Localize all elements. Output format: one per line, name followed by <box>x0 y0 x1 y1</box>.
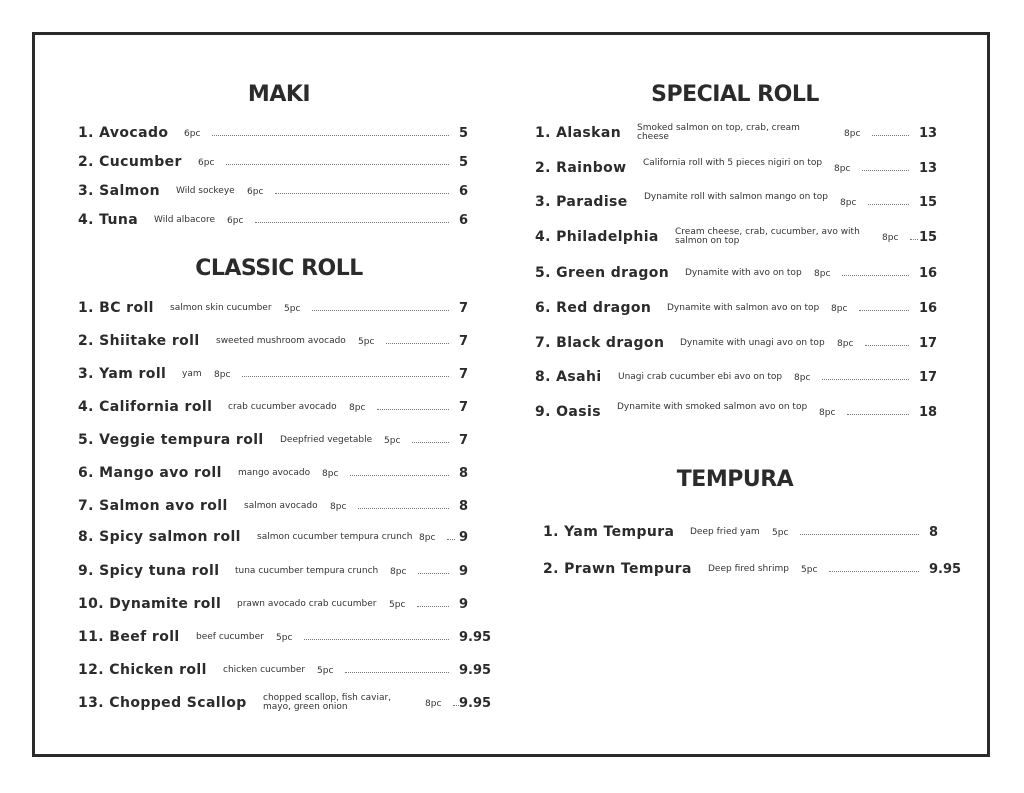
item-description: Dynamite with avo on top <box>685 268 802 278</box>
item-description: prawn avocado crab cucumber <box>237 599 377 609</box>
dotted-leader <box>859 310 909 311</box>
item-pieces: 8pc <box>419 533 436 543</box>
item-name: 6. Red dragon <box>535 300 652 316</box>
item-name: 1. Avocado <box>78 125 169 141</box>
menu-item <box>535 368 959 388</box>
item-name: 10. Dynamite roll <box>78 596 222 612</box>
item-price: 7 <box>459 367 469 382</box>
item-pieces: 6pc <box>247 187 264 197</box>
menu-item <box>78 497 499 517</box>
item-description: Cream cheese, crab, cucumber, avo with salmon on top <box>675 227 860 246</box>
item-name: 11. Beef roll <box>78 629 180 645</box>
item-price: 9 <box>459 530 469 545</box>
item-price: 9.95 <box>459 663 492 678</box>
menu-item <box>535 159 959 179</box>
menu-item <box>78 464 499 484</box>
item-pieces: 8pc <box>819 408 836 418</box>
item-name: 12. Chicken roll <box>78 662 207 678</box>
dotted-leader <box>842 275 909 276</box>
item-description: Smoked salmon on top, crab, cream cheese <box>637 123 800 142</box>
item-name: 1. Alaskan <box>535 125 622 141</box>
menu-item <box>78 694 499 714</box>
item-price: 5 <box>459 126 469 141</box>
dotted-leader <box>418 573 449 574</box>
menu-item <box>535 334 959 354</box>
item-price: 17 <box>919 336 938 351</box>
dotted-leader <box>358 508 449 509</box>
dotted-leader <box>312 310 449 311</box>
item-description: Wild sockeye <box>176 186 235 196</box>
menu-item <box>78 398 499 418</box>
item-description: Dynamite with salmon avo on top <box>667 303 820 313</box>
item-pieces: 8pc <box>844 129 861 139</box>
item-pieces: 5pc <box>384 436 401 446</box>
item-pieces: 6pc <box>227 216 244 226</box>
item-description: Deep fried yam <box>690 527 760 537</box>
dotted-leader <box>345 672 449 673</box>
item-pieces: 5pc <box>284 304 301 314</box>
item-name: 2. Rainbow <box>535 160 627 176</box>
section-title-maki: MAKI <box>247 82 311 107</box>
item-description: salmon cucumber tempura crunch <box>257 532 413 542</box>
item-price: 18 <box>919 405 938 420</box>
dotted-leader <box>304 639 449 640</box>
section-title-classic-roll: CLASSIC ROLL <box>195 256 363 281</box>
item-name: 4. Tuna <box>78 212 139 228</box>
dotted-leader <box>350 475 449 476</box>
item-description: California roll with 5 pieces nigiri on top <box>643 158 823 168</box>
dotted-leader <box>275 193 449 194</box>
dotted-leader <box>829 571 919 572</box>
item-name: 7. Black dragon <box>535 335 665 351</box>
menu-item <box>535 264 959 284</box>
item-price: 9 <box>459 597 469 612</box>
item-pieces: 8pc <box>831 304 848 314</box>
item-price: 17 <box>919 370 938 385</box>
item-description: Unagi crab cucumber ebi avo on top <box>618 372 783 382</box>
item-name: 9. Oasis <box>535 404 601 420</box>
dotted-leader <box>862 170 909 171</box>
menu-item <box>78 332 499 352</box>
menu-item <box>78 562 499 582</box>
item-price: 7 <box>459 400 469 415</box>
menu-item <box>535 299 959 319</box>
item-description: mango avocado <box>238 468 311 478</box>
menu-item <box>78 595 499 615</box>
item-description: Dynamite with unagi avo on top <box>680 338 825 348</box>
item-price: 9.95 <box>929 562 962 577</box>
dotted-leader <box>447 539 455 540</box>
item-name: 4. Philadelphia <box>535 229 659 245</box>
item-name: 8. Asahi <box>535 369 602 385</box>
item-pieces: 8pc <box>837 339 854 349</box>
item-pieces: 8pc <box>882 233 899 243</box>
item-description: beef cucumber <box>196 632 264 642</box>
menu-item <box>78 299 499 319</box>
item-description: salmon skin cucumber <box>170 303 272 313</box>
dotted-leader <box>242 376 449 377</box>
dotted-leader <box>226 164 449 165</box>
item-pieces: 5pc <box>801 565 818 575</box>
item-price: 9 <box>459 564 469 579</box>
item-pieces: 5pc <box>276 633 293 643</box>
menu-item <box>535 403 959 423</box>
item-price: 7 <box>459 433 469 448</box>
item-pieces: 8pc <box>390 567 407 577</box>
dotted-leader <box>865 345 909 346</box>
dotted-leader <box>386 343 449 344</box>
item-price: 13 <box>919 161 938 176</box>
menu-item <box>78 365 499 385</box>
item-price: 7 <box>459 301 469 316</box>
dotted-leader <box>212 135 449 136</box>
section-title-special-roll: SPECIAL ROLL <box>651 82 819 107</box>
item-name: 6. Mango avo roll <box>78 465 222 481</box>
item-description: salmon avocado <box>244 501 318 511</box>
item-price: 16 <box>919 301 938 316</box>
item-description: tuna cucumber tempura crunch <box>235 566 379 576</box>
dotted-leader <box>910 239 918 240</box>
item-price: 15 <box>919 230 938 245</box>
dotted-leader <box>377 409 449 410</box>
menu-item <box>78 528 499 548</box>
item-pieces: 8pc <box>794 373 811 383</box>
item-pieces: 6pc <box>198 158 215 168</box>
item-pieces: 5pc <box>772 528 789 538</box>
menu-item <box>535 193 959 213</box>
item-pieces: 8pc <box>330 502 347 512</box>
menu-item <box>535 124 959 144</box>
item-name: 13. Chopped Scallop <box>78 695 247 711</box>
item-name: 3. Paradise <box>535 194 628 210</box>
item-pieces: 8pc <box>425 699 442 709</box>
item-description: yam <box>182 369 202 379</box>
item-name: 8. Spicy salmon roll <box>78 529 241 545</box>
item-name: 1. Yam Tempura <box>543 524 675 540</box>
item-name: 3. Yam roll <box>78 366 167 382</box>
item-pieces: 8pc <box>349 403 366 413</box>
item-price: 7 <box>459 334 469 349</box>
item-description: Dynamite roll with salmon mango on top <box>644 192 828 202</box>
item-pieces: 5pc <box>317 666 334 676</box>
menu-item <box>78 182 499 202</box>
item-name: 4. California roll <box>78 399 213 415</box>
item-pieces: 8pc <box>834 164 851 174</box>
item-name: 3. Salmon <box>78 183 161 199</box>
item-pieces: 8pc <box>322 469 339 479</box>
section-title-tempura: TEMPURA <box>676 467 794 492</box>
item-pieces: 5pc <box>358 337 375 347</box>
menu-item <box>78 153 499 173</box>
item-name: 7. Salmon avo roll <box>78 498 228 514</box>
item-description: sweeted mushroom avocado <box>216 336 346 346</box>
item-description: chopped scallop, fish caviar, mayo, green onion <box>263 693 392 712</box>
item-name: 2. Prawn Tempura <box>543 561 692 577</box>
dotted-leader <box>822 379 909 380</box>
item-price: 16 <box>919 266 938 281</box>
menu-item <box>78 124 499 144</box>
item-pieces: 8pc <box>214 370 231 380</box>
menu-item <box>78 431 499 451</box>
item-price: 6 <box>459 213 469 228</box>
dotted-leader <box>412 442 449 443</box>
item-name: 2. Shiitake roll <box>78 333 200 349</box>
item-price: 6 <box>459 184 469 199</box>
menu-item <box>543 560 969 580</box>
item-price: 5 <box>459 155 469 170</box>
dotted-leader <box>872 135 909 136</box>
item-name: 5. Veggie tempura roll <box>78 432 264 448</box>
item-pieces: 8pc <box>840 198 857 208</box>
item-price: 8 <box>929 525 939 540</box>
dotted-leader <box>868 204 909 205</box>
item-name: 9. Spicy tuna roll <box>78 563 220 579</box>
item-name: 2. Cucumber <box>78 154 182 170</box>
item-price: 9.95 <box>459 630 492 645</box>
menu-item <box>535 228 959 248</box>
item-description: Deep fired shrimp <box>708 564 789 574</box>
item-price: 8 <box>459 499 469 514</box>
dotted-leader <box>847 414 909 415</box>
menu-item <box>543 523 969 543</box>
item-price: 13 <box>919 126 938 141</box>
item-pieces: 8pc <box>814 269 831 279</box>
dotted-leader <box>255 222 449 223</box>
menu-item <box>78 211 499 231</box>
item-description: Dynamite with smoked salmon avo on top <box>617 402 808 412</box>
dotted-leader <box>800 534 919 535</box>
dotted-leader <box>417 606 449 607</box>
item-price: 15 <box>919 195 938 210</box>
item-price: 8 <box>459 466 469 481</box>
item-pieces: 5pc <box>389 600 406 610</box>
item-price: 9.95 <box>459 696 492 711</box>
item-description: chicken cucumber <box>223 665 306 675</box>
menu-item <box>78 661 499 681</box>
item-description: Deepfried vegetable <box>280 435 373 445</box>
item-description: Wild albacore <box>154 215 216 225</box>
item-name: 1. BC roll <box>78 300 154 316</box>
menu-item <box>78 628 499 648</box>
item-description: crab cucumber avocado <box>228 402 337 412</box>
item-name: 5. Green dragon <box>535 265 670 281</box>
item-pieces: 6pc <box>184 129 201 139</box>
